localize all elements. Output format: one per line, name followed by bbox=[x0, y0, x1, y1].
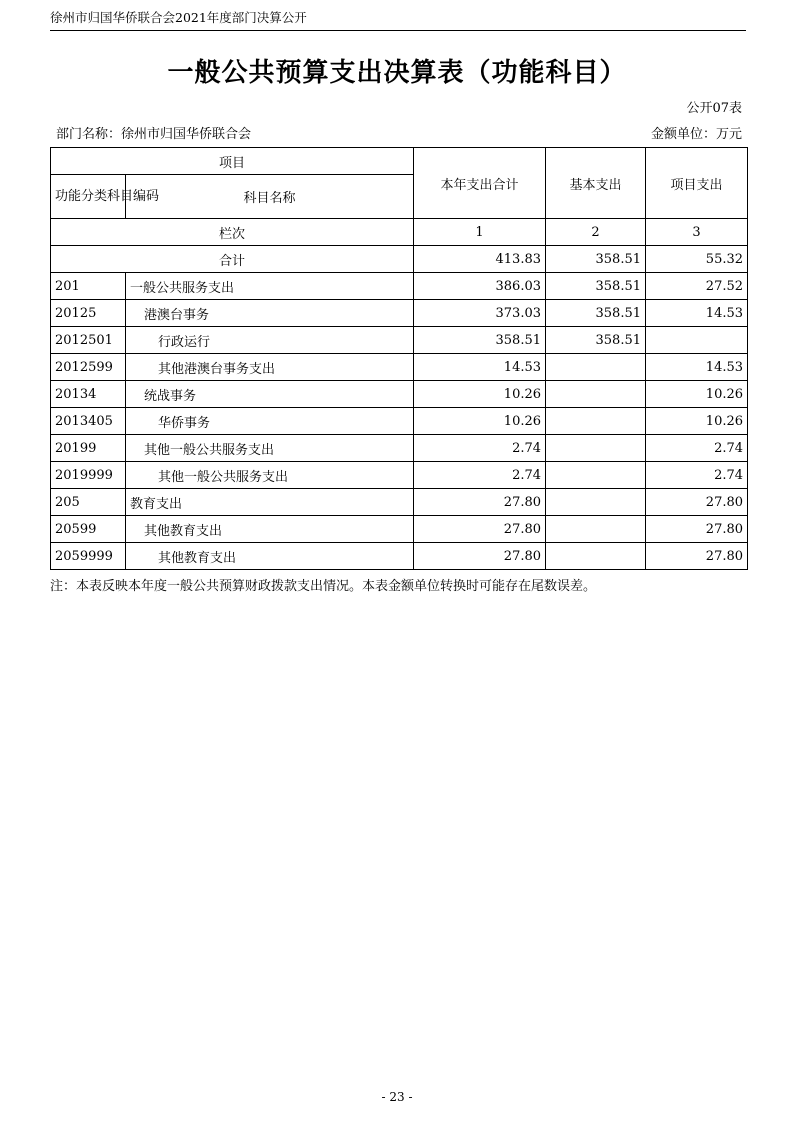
item-header: 项目 bbox=[51, 148, 414, 175]
name-cell: 其他一般公共服务支出 bbox=[126, 435, 414, 462]
project-cell: 27.80 bbox=[646, 516, 748, 543]
name-cell: 其他港澳台事务支出 bbox=[126, 354, 414, 381]
total-cell: 10.26 bbox=[414, 381, 546, 408]
total-cell: 373.03 bbox=[414, 300, 546, 327]
table-row bbox=[51, 516, 748, 543]
code-cell: 2012501 bbox=[51, 327, 126, 354]
code-header: 功能分类科目编码 bbox=[51, 175, 126, 219]
basic-cell bbox=[546, 462, 646, 489]
basic-cell bbox=[546, 408, 646, 435]
column-index: 2 bbox=[546, 219, 646, 246]
table-row bbox=[51, 273, 748, 300]
total-cell: 10.26 bbox=[414, 408, 546, 435]
table-row bbox=[51, 327, 748, 354]
form-number: 公开07表 bbox=[686, 101, 742, 116]
name-cell: 其他教育支出 bbox=[126, 516, 414, 543]
project-cell: 10.26 bbox=[646, 381, 748, 408]
project-cell: 27.52 bbox=[646, 273, 748, 300]
project-cell: 27.80 bbox=[646, 543, 748, 570]
column-index-row bbox=[51, 219, 748, 246]
project-cell: 27.80 bbox=[646, 489, 748, 516]
total-cell: 27.80 bbox=[414, 516, 546, 543]
unit-label: 金额单位：万元 bbox=[650, 127, 742, 142]
basic-cell bbox=[546, 489, 646, 516]
total-cell: 2.74 bbox=[414, 435, 546, 462]
project-cell: 10.26 bbox=[646, 408, 748, 435]
code-cell: 201 bbox=[51, 273, 126, 300]
code-cell: 2019999 bbox=[51, 462, 126, 489]
project-cell bbox=[646, 327, 748, 354]
project-cell: 2.74 bbox=[646, 462, 748, 489]
name-cell: 统战事务 bbox=[126, 381, 414, 408]
page-number: - 23 - bbox=[381, 1090, 413, 1104]
basic-cell bbox=[546, 354, 646, 381]
code-cell: 20199 bbox=[51, 435, 126, 462]
total-basic-cell: 358.51 bbox=[546, 246, 646, 273]
table-row bbox=[51, 543, 748, 570]
code-cell: 2013405 bbox=[51, 408, 126, 435]
total-cell: 27.80 bbox=[414, 543, 546, 570]
code-cell: 2012599 bbox=[51, 354, 126, 381]
code-cell: 20125 bbox=[51, 300, 126, 327]
code-cell: 2059999 bbox=[51, 543, 126, 570]
total-cell: 27.80 bbox=[414, 489, 546, 516]
name-cell: 教育支出 bbox=[126, 489, 414, 516]
basic-cell: 358.51 bbox=[546, 327, 646, 354]
department-label: 部门名称：徐州市归国华侨联合会 bbox=[56, 127, 252, 142]
name-cell: 华侨事务 bbox=[126, 408, 414, 435]
code-cell: 205 bbox=[51, 489, 126, 516]
basic-cell: 358.51 bbox=[546, 273, 646, 300]
table-row bbox=[51, 408, 748, 435]
project-cell: 2.74 bbox=[646, 435, 748, 462]
basic-expenditure-header: 基本支出 bbox=[546, 148, 646, 219]
table-row bbox=[51, 354, 748, 381]
total-cell: 386.03 bbox=[414, 273, 546, 300]
project-cell: 14.53 bbox=[646, 300, 748, 327]
table-row bbox=[51, 435, 748, 462]
project-expenditure-header: 项目支出 bbox=[646, 148, 748, 219]
footnote: 注：本表反映本年度一般公共预算财政拨款支出情况。本表金额单位转换时可能存在尾数误差。 bbox=[50, 579, 597, 594]
project-cell: 14.53 bbox=[646, 354, 748, 381]
running-header: 徐州市归国华侨联合会2021年度部门决算公开 bbox=[50, 8, 746, 31]
basic-cell: 358.51 bbox=[546, 300, 646, 327]
column-index: 3 bbox=[646, 219, 748, 246]
name-cell: 行政运行 bbox=[126, 327, 414, 354]
basic-cell bbox=[546, 516, 646, 543]
total-expenditure-header: 本年支出合计 bbox=[414, 148, 546, 219]
table-row bbox=[51, 489, 748, 516]
name-cell: 港澳台事务 bbox=[126, 300, 414, 327]
code-cell: 20134 bbox=[51, 381, 126, 408]
basic-cell bbox=[546, 435, 646, 462]
column-index-label: 栏次 bbox=[51, 219, 414, 246]
page-title: 一般公共预算支出决算表（功能科目） bbox=[167, 58, 627, 88]
name-cell: 其他教育支出 bbox=[126, 543, 414, 570]
total-project-cell: 55.32 bbox=[646, 246, 748, 273]
table-row bbox=[51, 381, 748, 408]
total-cell: 2.74 bbox=[414, 462, 546, 489]
code-cell: 20599 bbox=[51, 516, 126, 543]
column-index: 1 bbox=[414, 219, 546, 246]
total-cell: 413.83 bbox=[414, 246, 546, 273]
name-cell: 一般公共服务支出 bbox=[126, 273, 414, 300]
total-label: 合计 bbox=[51, 246, 414, 273]
expenditure-table bbox=[50, 147, 748, 570]
name-cell: 其他一般公共服务支出 bbox=[126, 462, 414, 489]
basic-cell bbox=[546, 543, 646, 570]
table-row bbox=[51, 462, 748, 489]
total-row bbox=[51, 246, 748, 273]
basic-cell bbox=[546, 381, 646, 408]
header-row bbox=[51, 148, 748, 175]
total-cell: 358.51 bbox=[414, 327, 546, 354]
name-header: 科目名称 bbox=[126, 175, 414, 219]
table-row bbox=[51, 300, 748, 327]
total-cell: 14.53 bbox=[414, 354, 546, 381]
